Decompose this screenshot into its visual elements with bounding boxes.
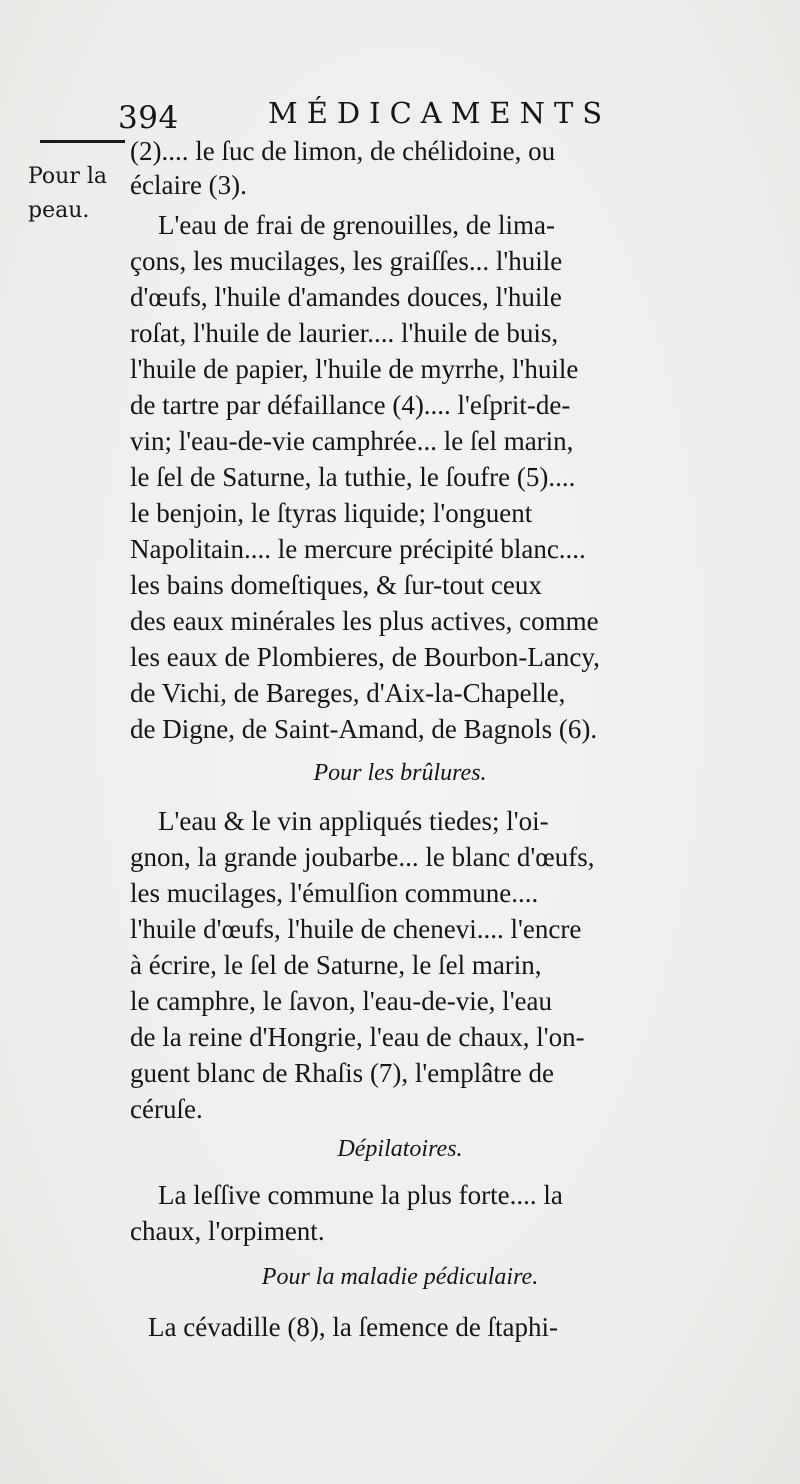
text-line: de Digne, de Saint-Amand, de Bagnols (6).: [130, 714, 598, 744]
margin-note-line: peau.: [28, 198, 90, 223]
text-line: l'huile de papier, l'huile de myrrhe, l'huile: [130, 354, 579, 384]
text-line: le camphre, le ſavon, l'eau-de-vie, l'eau: [130, 986, 553, 1016]
text-line: de tartre par défaillance (4).... l'eſprit-de-: [130, 390, 571, 420]
text-line: éclaire (3).: [130, 170, 247, 200]
text-line: le benjoin, le ſtyras liquide; l'onguent: [130, 498, 533, 528]
running-head: MÉDICAMENTS: [268, 96, 612, 130]
text-line: de la reine d'Hongrie, l'eau de chaux, l'on-: [130, 1022, 585, 1052]
text-line: L'eau de frai de grenouilles, de lima-: [158, 210, 555, 240]
text-line: l'huile d'œufs, l'huile de chenevi.... l'encre: [130, 914, 582, 944]
text-line: des eaux minérales les plus actives, comme: [130, 606, 599, 636]
section-heading-depilatory: Dépilatoires.: [337, 1136, 463, 1162]
text-line: L'eau & le vin appliqués tiedes; l'oi-: [158, 806, 549, 836]
text-line: (2).... le ſuc de limon, de chélidoine, ou: [130, 136, 556, 166]
text-line: vin; l'eau-de-vie camphrée... le ſel marin,: [130, 426, 574, 456]
text-line: le ſel de Saturne, la tuthie, le ſoufre (5)....: [130, 462, 576, 492]
text-line: d'œufs, l'huile d'amandes douces, l'huile: [130, 282, 562, 312]
page-number: 394: [118, 100, 179, 136]
margin-rule: [40, 140, 125, 143]
text-line: les eaux de Plombieres, de Bourbon-Lancy,: [130, 642, 600, 672]
text-line: de Vichi, de Bareges, d'Aix-la-Chapelle,: [130, 678, 566, 708]
text-line: La leſſive commune la plus forte.... la: [158, 1180, 563, 1210]
text-line: gnon, la grande joubarbe... le blanc d'œufs,: [130, 842, 595, 872]
text-line: les bains domeſtiques, & ſur-tout ceux: [130, 570, 542, 600]
text-line: La cévadille (8), la ſemence de ſtaphi-: [148, 1312, 559, 1342]
section-heading-pediculosis: Pour la maladie pédiculaire.: [261, 1264, 539, 1290]
text-line: roſat, l'huile de laurier.... l'huile de buis,: [130, 318, 559, 348]
text-line: Napolitain.... le mercure précipité blanc....: [130, 534, 586, 564]
text-line: guent blanc de Rhaſis (7), l'emplâtre de: [130, 1058, 554, 1088]
text-line: çons, les mucilages, les graiſſes... l'huile: [130, 246, 563, 276]
margin-note: [28, 160, 107, 228]
text-line: chaux, l'orpiment.: [130, 1216, 325, 1246]
text-line: céruſe.: [130, 1094, 203, 1124]
section-heading-burns: Pour les brûlures.: [313, 760, 487, 786]
margin-note-line: Pour la: [28, 164, 107, 189]
text-line: les mucilages, l'émulſion commune....: [130, 878, 539, 908]
text-line: à écrire, le ſel de Saturne, le ſel marin,: [130, 950, 542, 980]
